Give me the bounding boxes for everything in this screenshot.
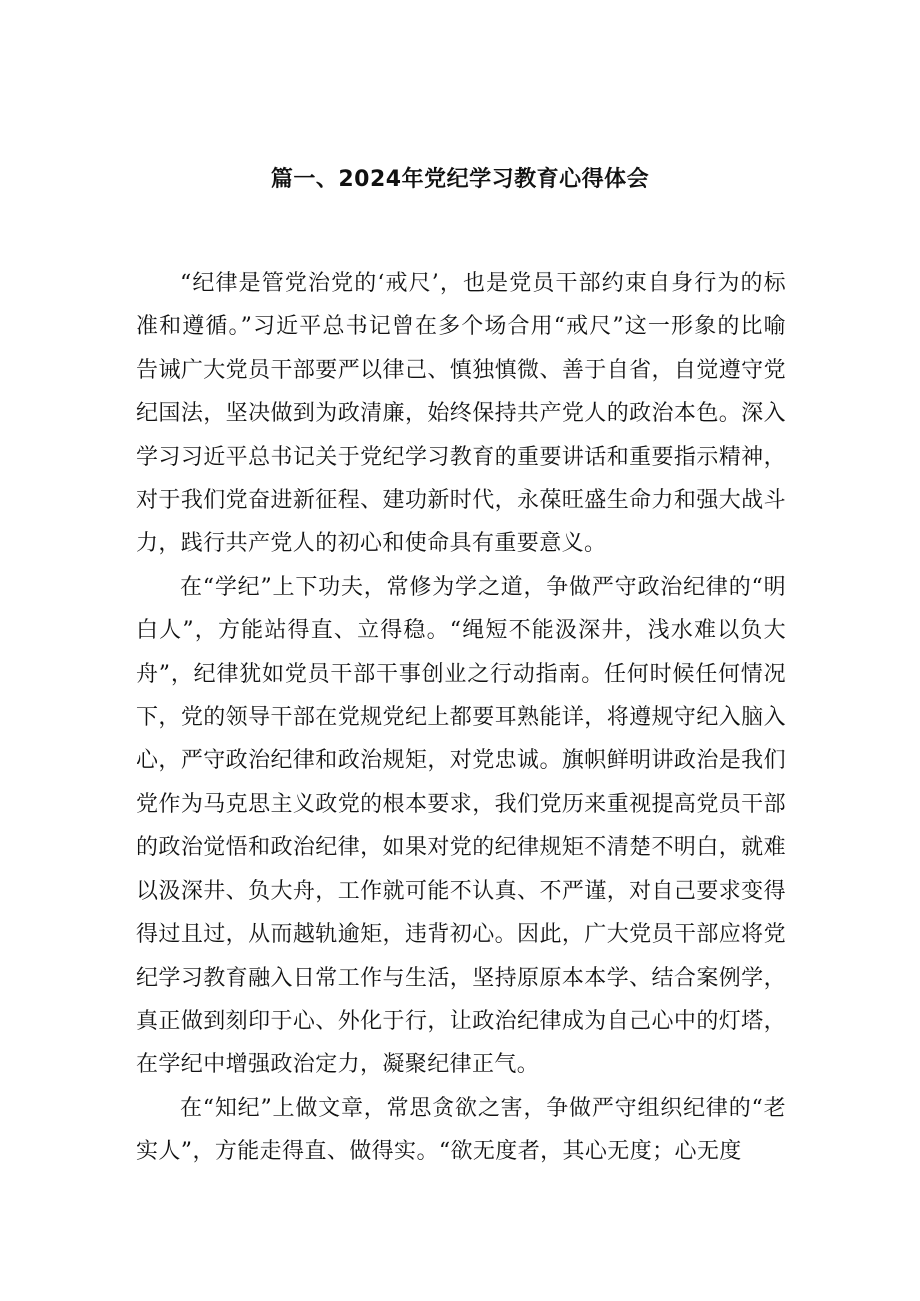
paragraph-intro: “纪律是管党治党的‘戒尺’，也是党员干部约束自身行为的标准和遵循。”习近平总书记曾在多个场合用“戒尺”这一形象的比喻告诫广大党员干部要严以律己、慎独慎微、善于自省，自觉遵守党纪国法，坚决做到为政清廉，始终保持共产党人的政治本色。深入学习习近平总书记关于党纪学习教育的重要讲话和重要指示精神，对于我们党奋进新征程、建功新时代，永葆旺盛生命力和强大战斗力，践行共产党人的初心和使命具有重要意义。	[136, 271, 786, 557]
paragraph-xueji: 在“学纪”上下功夫，常修为学之道，争做严守政治纪律的“明白人”，方能站得直、立得稳。“绳短不能汲深井，浅水难以负大舟”，纪律犹如党员干部干事创业之行动指南。任何时候任何情况下，党的领导干部在党规党纪上都要耳熟能详，将遵规守纪入脑入心，严守政治纪律和政治规矩，对党忠诚。旗帜鲜明讲政治是我们党作为马克思主义政党的根本要求，我们党历来重视提高党员干部的政治觉悟和政治纪律，如果对党的纪律规矩不清楚不明白，就难以汲深井、负大舟，工作就可能不认真、不严谨，对自己要求变得得过且过，从而越轨逾矩，违背初心。因此，广大党员干部应将党纪学习教育融入日常工作与生活，坚持原原本本学、结合案例学，真正做到刻印于心、外化于行，让政治纪律成为自己心中的灯塔，在学纪中增强政治定力，凝聚纪律正气。	[136, 574, 786, 1078]
paragraph-zhiji: 在“知纪”上做文章，常思贪欲之害，争做严守组织纪律的“老实人”，方能走得直、做得实。“欲无度者，其心无度；心无度	[136, 1095, 786, 1165]
document-title: 篇一、2024年党纪学习教育心得体会	[270, 167, 650, 192]
document-body	[136, 262, 786, 1174]
